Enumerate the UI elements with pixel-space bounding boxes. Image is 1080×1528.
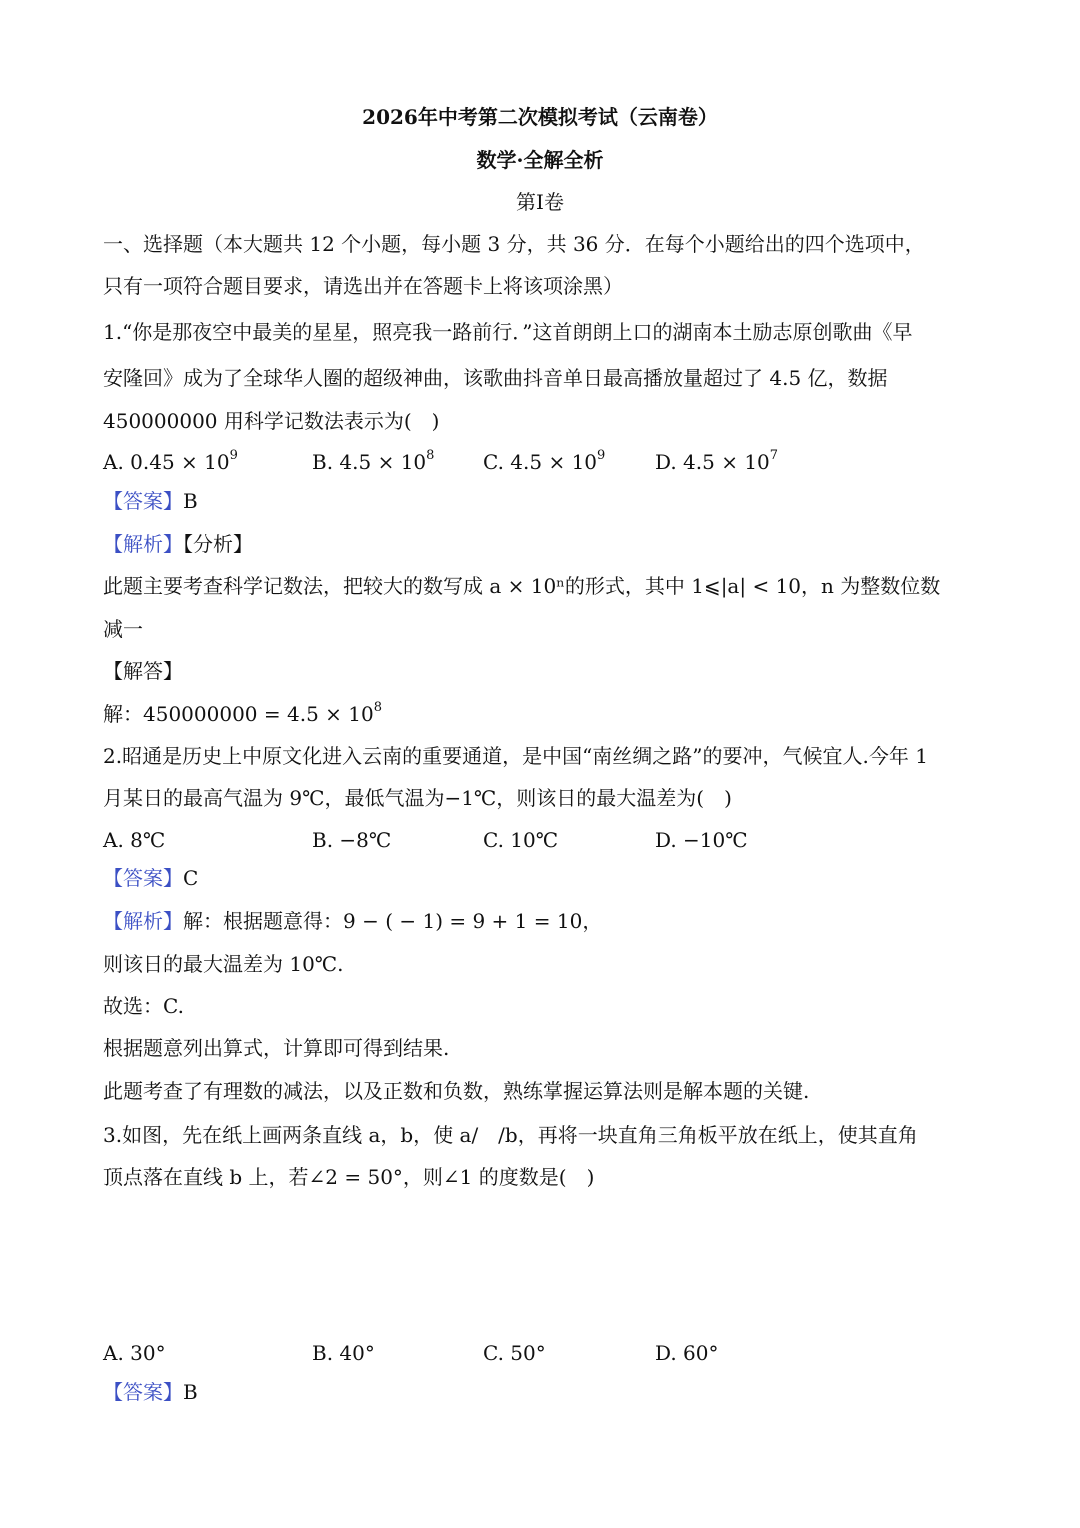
q1-option-b: B. $4.5 \times 10^8$ bbox=[312, 448, 435, 474]
section-heading-line1: 一、选择题（本大题共 12 个小题，每小题 3 分，共 36 分．在每个小题给出的四个选项中， bbox=[103, 232, 925, 256]
q1-stem-line3: 450000000 用科学记数法表示为( ) bbox=[103, 409, 440, 433]
q2-option-a: A. 8℃ bbox=[103, 828, 166, 852]
section-heading-line2: 只有一项符合题目要求，请选出并在答题卡上将该项涂黑） bbox=[103, 274, 623, 298]
page-subtitle: 数学·全解全析 bbox=[476, 148, 604, 172]
q1-analysis-line1: 此题主要考查科学记数法，把较大的数写成 a × 10ⁿ的形式，其中 1⩽|a| < 10，n 为整数位数 bbox=[103, 574, 941, 598]
q3-option-b: B. 40° bbox=[312, 1341, 375, 1365]
q2-analysis-line3: 故选：C. bbox=[103, 994, 184, 1018]
q2-analysis-line1: 【解析】解：根据题意得：9 − ( − 1) = 9 + 1 = 10， bbox=[103, 909, 603, 933]
q2-option-c: C. 10℃ bbox=[483, 828, 559, 852]
q2-option-b: B. −8℃ bbox=[312, 828, 392, 852]
q2-stem-line2: 月某日的最高气温为 9℃，最低气温为−1℃，则该日的最大温差为( ) bbox=[103, 786, 732, 810]
q2-answer: 【答案】C bbox=[103, 866, 199, 890]
q2-option-d: D. −10℃ bbox=[655, 828, 748, 852]
q3-stem-line1: 3.如图，先在纸上画两条直线 a，b，使 a/ /b，再将一块直角三角板平放在纸上，使其直角 bbox=[103, 1123, 918, 1147]
q2-stem-line1: 2.昭通是历史上中原文化进入云南的重要通道，是中国“南丝绸之路”的要冲，气候宜人.今年 1 bbox=[103, 744, 928, 768]
q1-analysis-line2: 减一 bbox=[103, 617, 143, 641]
q1-solve-heading: 【解答】 bbox=[103, 659, 183, 683]
analysis-tag: 【解析】 bbox=[103, 909, 183, 933]
volume-label: 第Ⅰ卷 bbox=[516, 190, 564, 214]
q3-answer: 【答案】B bbox=[103, 1380, 198, 1404]
answer-tag: 【答案】 bbox=[103, 489, 183, 513]
q1-option-c: C. $4.5 \times 10^9$ bbox=[483, 448, 606, 474]
q2-analysis-line2: 则该日的最大温差为 10℃. bbox=[103, 952, 344, 976]
q1-stem-line1: 1.“你是那夜空中最美的星星，照亮我一路前行．”这首朗朗上口的湖南本土励志原创歌曲《早 bbox=[103, 320, 913, 344]
q3-option-a: A. 30° bbox=[103, 1341, 166, 1365]
q3-option-c: C. 50° bbox=[483, 1341, 546, 1365]
answer-tag: 【答案】 bbox=[103, 866, 183, 890]
q3-stem-line2: 顶点落在直线 b 上，若∠2 = 50°，则∠1 的度数是( ) bbox=[103, 1165, 595, 1189]
q1-stem-line2: 安隆回》成为了全球华人圈的超级神曲，该歌曲抖音单日最高播放量超过了 4.5 亿，数据 bbox=[103, 366, 888, 390]
page-title: 2026年中考第二次模拟考试（云南卷） bbox=[362, 105, 718, 129]
q1-option-a: A. $0.45 \times 10^9$ bbox=[103, 448, 238, 474]
q2-analysis-line5: 此题考查了有理数的减法，以及正数和负数，熟练掌握运算法则是解本题的关键. bbox=[103, 1079, 810, 1103]
q3-option-d: D. 60° bbox=[655, 1341, 719, 1365]
q1-answer: 【答案】B bbox=[103, 489, 198, 513]
q2-analysis-line4: 根据题意列出算式，计算即可得到结果. bbox=[103, 1036, 450, 1060]
analysis-tag: 【解析】 bbox=[103, 532, 183, 556]
q1-solve-line1: 解：$450000000 = 4.5 \times 10^8$ bbox=[103, 700, 383, 726]
answer-tag: 【答案】 bbox=[103, 1380, 183, 1404]
q1-analysis-heading: 【解析】【分析】 bbox=[103, 532, 253, 556]
q1-option-d: D. $4.5 \times 10^7$ bbox=[655, 448, 779, 474]
